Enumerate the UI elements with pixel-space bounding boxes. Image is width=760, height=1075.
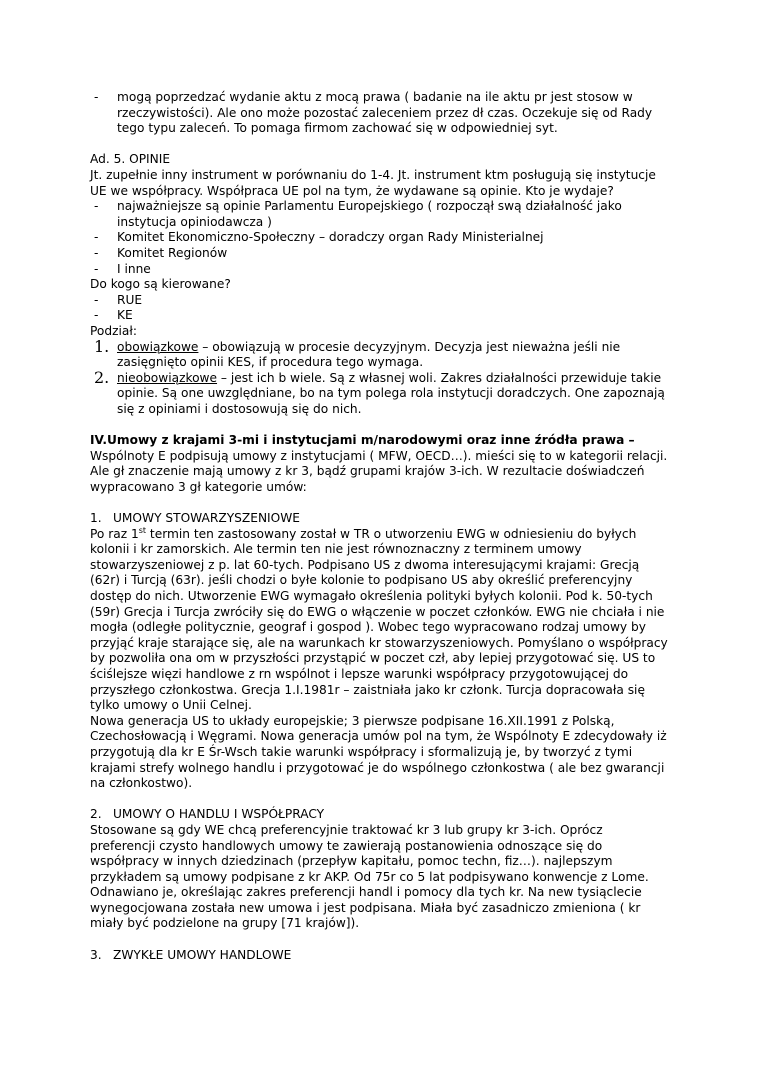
numbered-item (90, 336, 670, 371)
list-item (90, 199, 670, 230)
term-description: – jest ich b wiele. Są z własnej woli. Zakres działalności przewiduje takie opinie. Są one uwzględniane, bo na tym polega rola instytucji doradczych. One zapoznają się z opiniami i dostosowują się do nich. (117, 370, 665, 416)
subsection-title-text: ZWYKŁE UMOWY HANDLOWE (113, 947, 292, 962)
list-item-text: I inne (117, 261, 151, 276)
dash-bullet: - (94, 90, 99, 104)
list-item (90, 262, 670, 278)
item-number: 1. (94, 336, 110, 356)
list-item-text: najważniejsze są opinie Parlamentu Europejskiego ( rozpoczął swą działalność jako instytucja opiniodawcza ) (117, 199, 622, 229)
subsection-title-text: UMOWY O HANDLU I WSPÓŁPRACY (113, 807, 325, 822)
section-title-opinie: Ad. 5. OPINIE (90, 152, 171, 167)
subsection-title (90, 948, 670, 964)
dash-bullet: - (94, 308, 99, 323)
numbered-item-text (117, 340, 670, 371)
subsection-number: 1. (90, 511, 102, 526)
subsection-title (90, 807, 670, 823)
term: obowiązkowe (117, 339, 199, 354)
paragraph: Nowa generacja US to układy europejskie; 3 pierwsze podpisane 16.XII.1991 z Polską, Czechosłowacją i Węgrami. Nowa generacja umów pol na tym, że Wspólnoty E zdecydowały iż przygotują dla kr E Śr-Wsch takie warunki współpracy i sformalizują je, by tworzyć z tymi krajami strefy wolnego handlu i przygotować je do wspólnego członkostwa ( ale bez gwarancji na członkostwo). (90, 713, 667, 791)
list-item (90, 293, 670, 309)
question-text: Do kogo są kierowane? (90, 277, 231, 292)
item-number: 2. (94, 367, 110, 387)
term-description: – obowiązują w procesie decyzyjnym. Decyzja jest nieważna jeśli nie zasięgnięto opinii KES, if procedura tego wymaga. (117, 339, 621, 370)
paragraph: Wspólnoty E podpisują umowy z instytucjami ( MFW, OECD…). mieści się to w kategorii relacji. Ale gł znaczenie mają umowy z kr 3, bądź grupami krajów 3-ich. W rezultacie doświadczeń wypracowano 3 gł kategorie umów: (90, 448, 668, 494)
list-item-text: Komitet Regionów (117, 245, 228, 260)
paragraph: Po raz 1st termin ten zastosowany został w TR o utworzeniu EWG w odniesieniu do byłych kolonii i kr zamorskich. Ale termin ten nie jest równoznaczny z terminem umowy stowarzyszeniowej z p. lat 60-tych. Podpisano US z dwoma interesującymi krajami: Grecją (62r) i Turcją (63r). jeśli chodzi o byłe kolonie to podpisano US aby określić preferencyjny dostęp do nich. Utworzenie EWG wymagało określenia polityki byłych kolonii. Pod k. 50-tych (59r) Grecja i Turcja zwróciły się do EWG o włączenie w poczet członków. EWG nie chciała i nie mogła (odległe politycznie, geograf i gospod ). Wobec tego wypracowano rodzaj umowy by przyjąć kraje starające się, ale na warunkach kr stowarzyszeniowych. Pomyślano o współpracy by pozwoliła ona om w przyszłości przystąpić w poczet czł, aby lepiej przygotować się. US to ściślejsze więzi handlowe z rn wspólnot i lepsze warunki współpracy przygotowującej do przyszłego członkostwa. Grecja 1.I.1981r – zaistniała jako kr członk. Turcja dopracowała się tylko umowy o Unii Celnej. (90, 525, 668, 713)
subsection-title (90, 511, 670, 527)
list-item-text: Komitet Ekonomiczno-Społeczny – doradczy organ Rady Ministerialnej (117, 230, 544, 245)
dash-bullet: - (94, 230, 99, 245)
list-item (90, 230, 670, 246)
dash-bullet: - (94, 199, 99, 214)
subsection-number: 3. (90, 947, 102, 962)
numbered-item-text (117, 371, 670, 418)
section-heading: IV.Umowy z krajami 3-mi i instytucjami m/narodowymi oraz inne źródła prawa – (90, 433, 635, 448)
list-item (90, 90, 670, 137)
term: nieobowiązkowe (117, 370, 218, 385)
document-body (90, 90, 670, 963)
numbered-item (90, 367, 670, 418)
list-item (90, 308, 670, 324)
subsection-title-text: UMOWY STOWARZYSZENIOWE (113, 511, 300, 526)
dash-bullet: - (94, 292, 99, 307)
division-label: Podział: (90, 323, 137, 338)
paragraph: Jt. zupełnie inny instrument w porównaniu do 1-4. Jt. instrument ktm posługują się instytucje UE we współpracy. Współpraca UE pol na tym, że wydawane są opinie. Kto je wydaje? (90, 167, 656, 198)
dash-bullet: - (94, 245, 99, 260)
list-item (90, 246, 670, 262)
list-item-text: RUE (117, 292, 143, 307)
dash-bullet: - (94, 261, 99, 276)
subsection-number: 2. (90, 807, 102, 822)
list-item-text: KE (117, 308, 133, 323)
paragraph: Stosowane są gdy WE chcą preferencyjnie traktować kr 3 lub grupy kr 3-ich. Oprócz preferencji czysto handlowych umowy te zawierają postanowienia odnoszące się do współpracy w innych dziedzinach (przepływ kapitału, pomoc techn, fiz…). najlepszym przykładem są umowy podpisane z kr AKP. Od 75r co 5 lat podpisywano konwencje z Lome. Odnawiano je, określając zakres preferencji handl i pomocy dla tych kr. Na new tysiąclecie wynegocjowana została new umowa i jest podpisana. Miała być zasadniczo zmieniona ( kr miały być podzielone na grupy [71 krajów]). (90, 822, 649, 931)
list-item-text: mogą poprzedzać wydanie aktu z mocą prawa ( badanie na ile aktu pr jest stosow w rzeczywistości). Ale ono może pozostać zaleceniem przez dł czas. Oczekuje się od Rady tego typu zaleceń. To pomaga firmom zachować się w odpowiedniej syt. (117, 90, 653, 136)
